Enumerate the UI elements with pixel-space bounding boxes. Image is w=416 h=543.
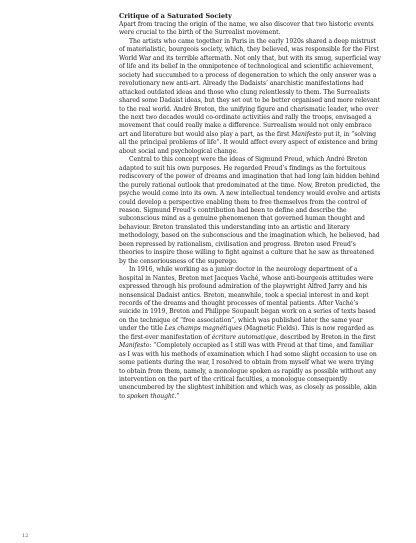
page-number: 12 xyxy=(22,533,29,539)
paragraph-materialism xyxy=(119,38,381,156)
article-column xyxy=(119,12,381,401)
text-run: (Magnetic Fields). This is now regarded as the first-ever manifestation of xyxy=(119,325,374,341)
italic-run: Manifesto xyxy=(291,130,322,138)
text-run: : “Completely occupied as I still was with Freud at that time, and familiar as I was with his methods of examination which I had some slight occasion to use on some patients during the war, I resolved to obtain from myself what we were trying to obtain from them, namely, a monologue spoken as rapidly as possible without any intervention on the part of the critical faculties, a monologue consequently unencumbered by the slightest inhibition and which was, as closely as possible, akin to xyxy=(119,342,377,400)
italic-run: spoken thought xyxy=(126,392,175,400)
italic-run: écriture automatique xyxy=(211,333,277,341)
text-run: The artists who came together in Paris in the early 1920s shared a deep mistrust of materialistic, bourgeois society, which, they believed, was responsible for the First World War and its terrible aftermath. Not only that, but with its smug, superficial way of life and its belief in the omnipotence of technological and scientific achievement, society had succumbed to a process of degeneration to which the only answer was a revolutionary new anti-art. Already the Dadaists’ anarchistic manifestations had attacked outdated ideas and those who clung relentlessly to them. The Surrealists shared some Dadaist ideas, but they set out to be better organised and more relevant to the real world. André Breton, the unifying figure and charismatic leader, who over the next two decades would co-ordinate activities and rally the troops, envisaged a movement that could really make a difference. Surrealism would not only embrace art and literature but would also play a part, as the first xyxy=(119,37,381,138)
paragraph-freud xyxy=(119,156,381,266)
paragraph-intro xyxy=(119,21,381,38)
paragraph-automatic-writing xyxy=(119,266,381,401)
section-heading: Critique of a Saturated Society xyxy=(119,12,232,20)
italic-run: Manifesto xyxy=(119,342,150,350)
italic-run: Les champs magnétiques xyxy=(164,325,242,333)
text-run: In 1916, while working as a junior doctor in the neurology department of a hospital in Nantes, Breton met Jacques Vaché, whose anti-bourgeois attitudes were expressed through his profound admiration of the playwright Alfred Jarry and his nonsensical Dadaist antics. Breton, meanwhile, took a special interest in and kept records of the dreams and thought processes of mental patients. After Vaché’s suicide in 1919, Breton and Philippe Soupault began work on a series of texts based on the technique of “free association”, which was published later the same year under the title xyxy=(119,266,376,333)
text-run: put it, in “solving all the principal problems of life”. It would affect every aspect of existence and bring about social and psychological change. xyxy=(119,130,378,155)
text-run: Apart from tracing the origin of the name, we also discover that two historic events were crucial to the birth of the Surrealist movement. xyxy=(119,21,374,37)
text-run: Central to this concept were the ideas of Sigmund Freud, which André Breton adapted to suit his own purposes. He regarded Freud’s findings as the fortuitous rediscovery of the power of dreams and imagination that had long lain hidden behind the purely rational outlook that predominated at the time. Now, Breton predicted, the psyche would come into its own. A new intellectual tendency would evolve and artists could develop a perspective enabling them to free themselves from the control of reason. Sigmund Freud’s contribution had been to define and describe the subconscious mind as a genuine phenomenon that governed human thought and behaviour. Breton translated this understanding into an artistic and literary methodology, based on the subconscious and the imagination which, he believed, had been repressed by rationalism, civilisation and progress. Breton used Freud’s theories to inspire those willing to fight against a culture that he saw as threatened by the censoriousness of the superego. xyxy=(119,156,381,265)
text-run: .” xyxy=(174,392,180,400)
text-run: , described by Breton in the first xyxy=(276,333,376,341)
